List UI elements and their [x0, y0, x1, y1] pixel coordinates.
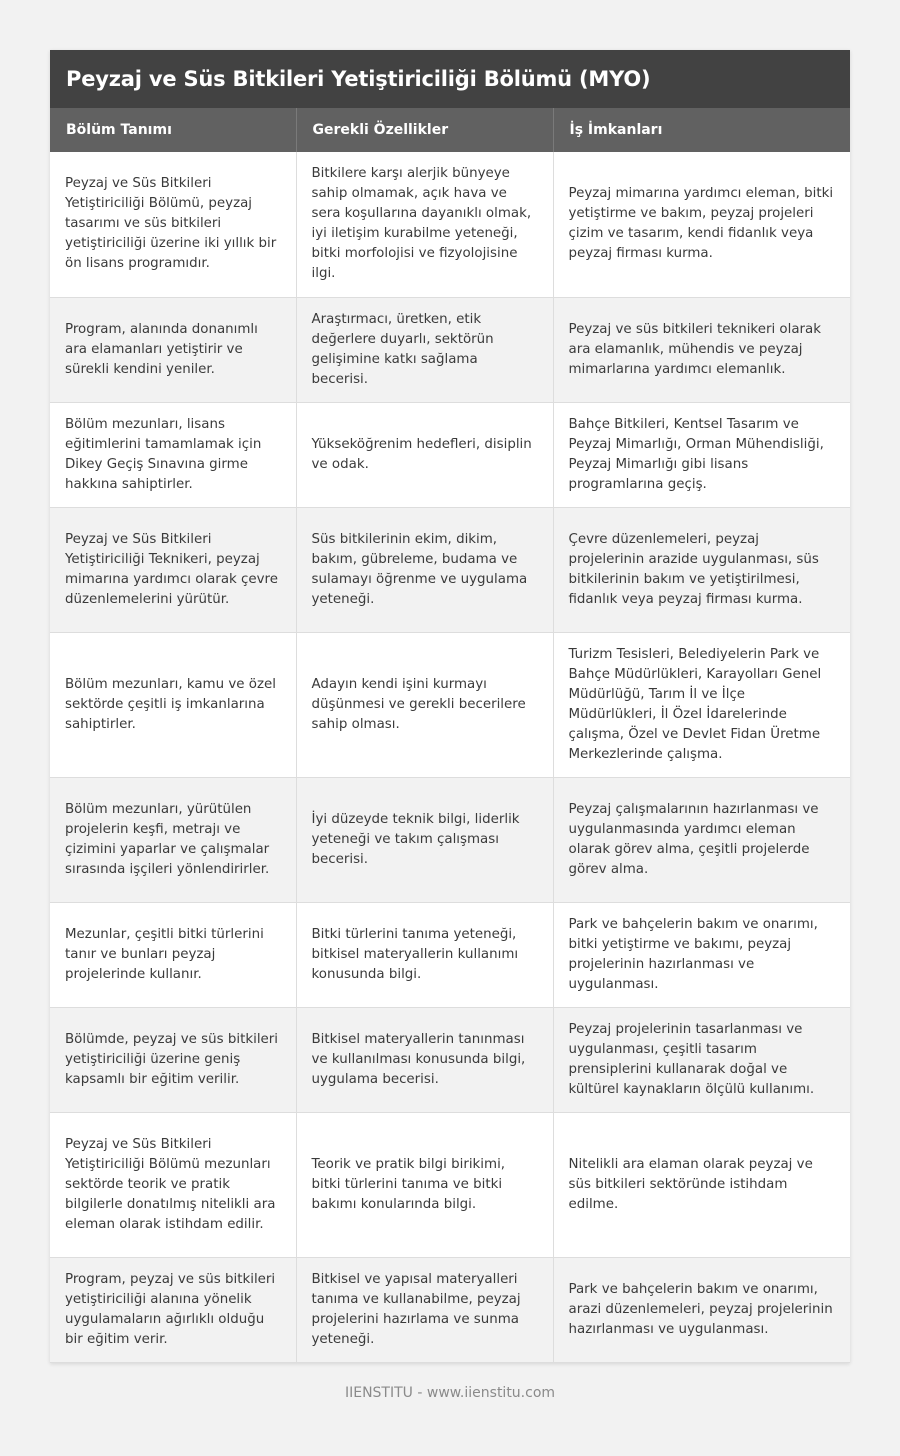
column-header-is-imkanlari: İş İmkanları	[553, 108, 850, 152]
cell-gerekli-ozellikler: Bitki türlerini tanıma yeteneği, bitkisel materyallerin kullanımı konusunda bilgi.	[296, 902, 553, 1007]
cell-bolum-tanimi: Bölümde, peyzaj ve süs bitkileri yetiştiriciliği üzerine geniş kapsamlı bir eğitim verilir.	[50, 1007, 296, 1112]
cell-gerekli-ozellikler: Teorik ve pratik bilgi birikimi, bitki türlerini tanıma ve bitki bakımı konularında bilgi.	[296, 1112, 553, 1257]
cell-is-imkanlari: Turizm Tesisleri, Belediyelerin Park ve Bahçe Müdürlükleri, Karayolları Genel Müdürlüğü, Tarım İl ve İlçe Müdürlükleri, İl Özel İdarelerinde çalışma, Özel ve Devlet Fidan Üretme Merkezlerinde çalışma.	[553, 632, 850, 777]
table-header-row	[50, 108, 850, 152]
cell-is-imkanlari: Çevre düzenlemeleri, peyzaj projelerinin arazide uygulanması, süs bitkilerinin bakım ve yetiştirilmesi, fidanlık veya peyzaj firması kurma.	[553, 507, 850, 632]
cell-gerekli-ozellikler: Adayın kendi işini kurmayı düşünmesi ve gerekli becerilere sahip olması.	[296, 632, 553, 777]
cell-gerekli-ozellikler: Yükseköğrenim hedefleri, disiplin ve odak.	[296, 402, 553, 507]
cell-gerekli-ozellikler: Araştırmacı, üretken, etik değerlere duyarlı, sektörün gelişimine katkı sağlama becerisi.	[296, 297, 553, 402]
cell-gerekli-ozellikler: İyi düzeyde teknik bilgi, liderlik yeteneği ve takım çalışması becerisi.	[296, 777, 553, 902]
cell-bolum-tanimi: Program, alanında donanımlı ara elamanları yetiştirir ve sürekli kendini yeniler.	[50, 297, 296, 402]
table-row	[50, 777, 850, 902]
page-title: Peyzaj ve Süs Bitkileri Yetiştiriciliği Bölümü (MYO)	[66, 67, 651, 91]
cell-bolum-tanimi: Program, peyzaj ve süs bitkileri yetiştiriciliği alanına yönelik uygulamaların ağırlıklı olduğu bir eğitim verir.	[50, 1257, 296, 1362]
table-row	[50, 902, 850, 1007]
table-row	[50, 1112, 850, 1257]
cell-is-imkanlari: Nitelikli ara elaman olarak peyzaj ve süs bitkileri sektöründe istihdam edilme.	[553, 1112, 850, 1257]
table-row	[50, 297, 850, 402]
table-row	[50, 1007, 850, 1112]
cell-is-imkanlari: Peyzaj çalışmalarının hazırlanması ve uygulanmasında yardımcı eleman olarak görev alma, çeşitli projelerde görev alma.	[553, 777, 850, 902]
cell-gerekli-ozellikler: Bitkilere karşı alerjik bünyeye sahip olmamak, açık hava ve sera koşullarına dayanıklı olmak, iyi iletişim kurabilme yeteneği, bitki morfolojisi ve fizyolojisine ilgi.	[296, 152, 553, 297]
cell-bolum-tanimi: Bölüm mezunları, yürütülen projelerin keşfi, metrajı ve çizimini yaparlar ve çalışmalar sırasında işçileri yönlendirirler.	[50, 777, 296, 902]
cell-bolum-tanimi: Mezunlar, çeşitli bitki türlerini tanır ve bunları peyzaj projelerinde kullanır.	[50, 902, 296, 1007]
cell-is-imkanlari: Peyzaj ve süs bitkileri teknikeri olarak ara elamanlık, mühendis ve peyzaj mimarlarına yardımcı elemanlık.	[553, 297, 850, 402]
title-bar	[50, 50, 850, 108]
cell-bolum-tanimi: Bölüm mezunları, lisans eğitimlerini tamamlamak için Dikey Geçiş Sınavına girme hakkına sahiptirler.	[50, 402, 296, 507]
table-row	[50, 402, 850, 507]
cell-is-imkanlari: Peyzaj mimarına yardımcı eleman, bitki yetiştirme ve bakım, peyzaj projeleri çizim ve tasarım, kendi fidanlık veya peyzaj firması kurma.	[553, 152, 850, 297]
footer-credit: IIENSTITU - www.iienstitu.com	[344, 1385, 556, 1401]
cell-gerekli-ozellikler: Bitkisel materyallerin tanınması ve kullanılması konusunda bilgi, uygulama becerisi.	[296, 1007, 553, 1112]
cell-gerekli-ozellikler: Bitkisel ve yapısal materyalleri tanıma ve kullanabilme, peyzaj projelerini hazırlama ve sunma yeteneği.	[296, 1257, 553, 1362]
cell-bolum-tanimi: Peyzaj ve Süs Bitkileri Yetiştiriciliği Teknikeri, peyzaj mimarına yardımcı olarak çevre düzenlemelerini yürütür.	[50, 507, 296, 632]
table-row	[50, 152, 850, 297]
table-row	[50, 632, 850, 777]
cell-is-imkanlari: Park ve bahçelerin bakım ve onarımı, arazi düzenlemeleri, peyzaj projelerinin hazırlanması ve uygulanması.	[553, 1257, 850, 1362]
cell-gerekli-ozellikler: Süs bitkilerinin ekim, dikim, bakım, gübreleme, budama ve sulamayı öğrenme ve uygulama yeteneği.	[296, 507, 553, 632]
column-header-gerekli-ozellikler: Gerekli Özellikler	[296, 108, 553, 152]
cell-is-imkanlari: Park ve bahçelerin bakım ve onarımı, bitki yetiştirme ve bakımı, peyzaj projelerinin hazırlanması ve uygulanması.	[553, 902, 850, 1007]
cell-is-imkanlari: Bahçe Bitkileri, Kentsel Tasarım ve Peyzaj Mimarlığı, Orman Mühendisliği, Peyzaj Mimarlığı gibi lisans programlarına geçiş.	[553, 402, 850, 507]
cell-is-imkanlari: Peyzaj projelerinin tasarlanması ve uygulanması, çeşitli tasarım prensiplerini kullanarak doğal ve kültürel kaynakların ölçülü kullanımı.	[553, 1007, 850, 1112]
program-card	[50, 50, 850, 1363]
cell-bolum-tanimi: Peyzaj ve Süs Bitkileri Yetiştiriciliği Bölümü, peyzaj tasarımı ve süs bitkileri yetiştiriciliği üzerine iki yıllık bir ön lisans programıdır.	[50, 152, 296, 297]
table-row	[50, 507, 850, 632]
table-row	[50, 1257, 850, 1362]
cell-bolum-tanimi: Peyzaj ve Süs Bitkileri Yetiştiriciliği Bölümü mezunları sektörde teorik ve pratik bilgilerle donatılmış nitelikli ara eleman olarak istihdam edilir.	[50, 1112, 296, 1257]
column-header-bolum-tanimi: Bölüm Tanımı	[50, 108, 296, 152]
cell-bolum-tanimi: Bölüm mezunları, kamu ve özel sektörde çeşitli iş imkanlarına sahiptirler.	[50, 632, 296, 777]
program-table	[50, 108, 850, 1363]
